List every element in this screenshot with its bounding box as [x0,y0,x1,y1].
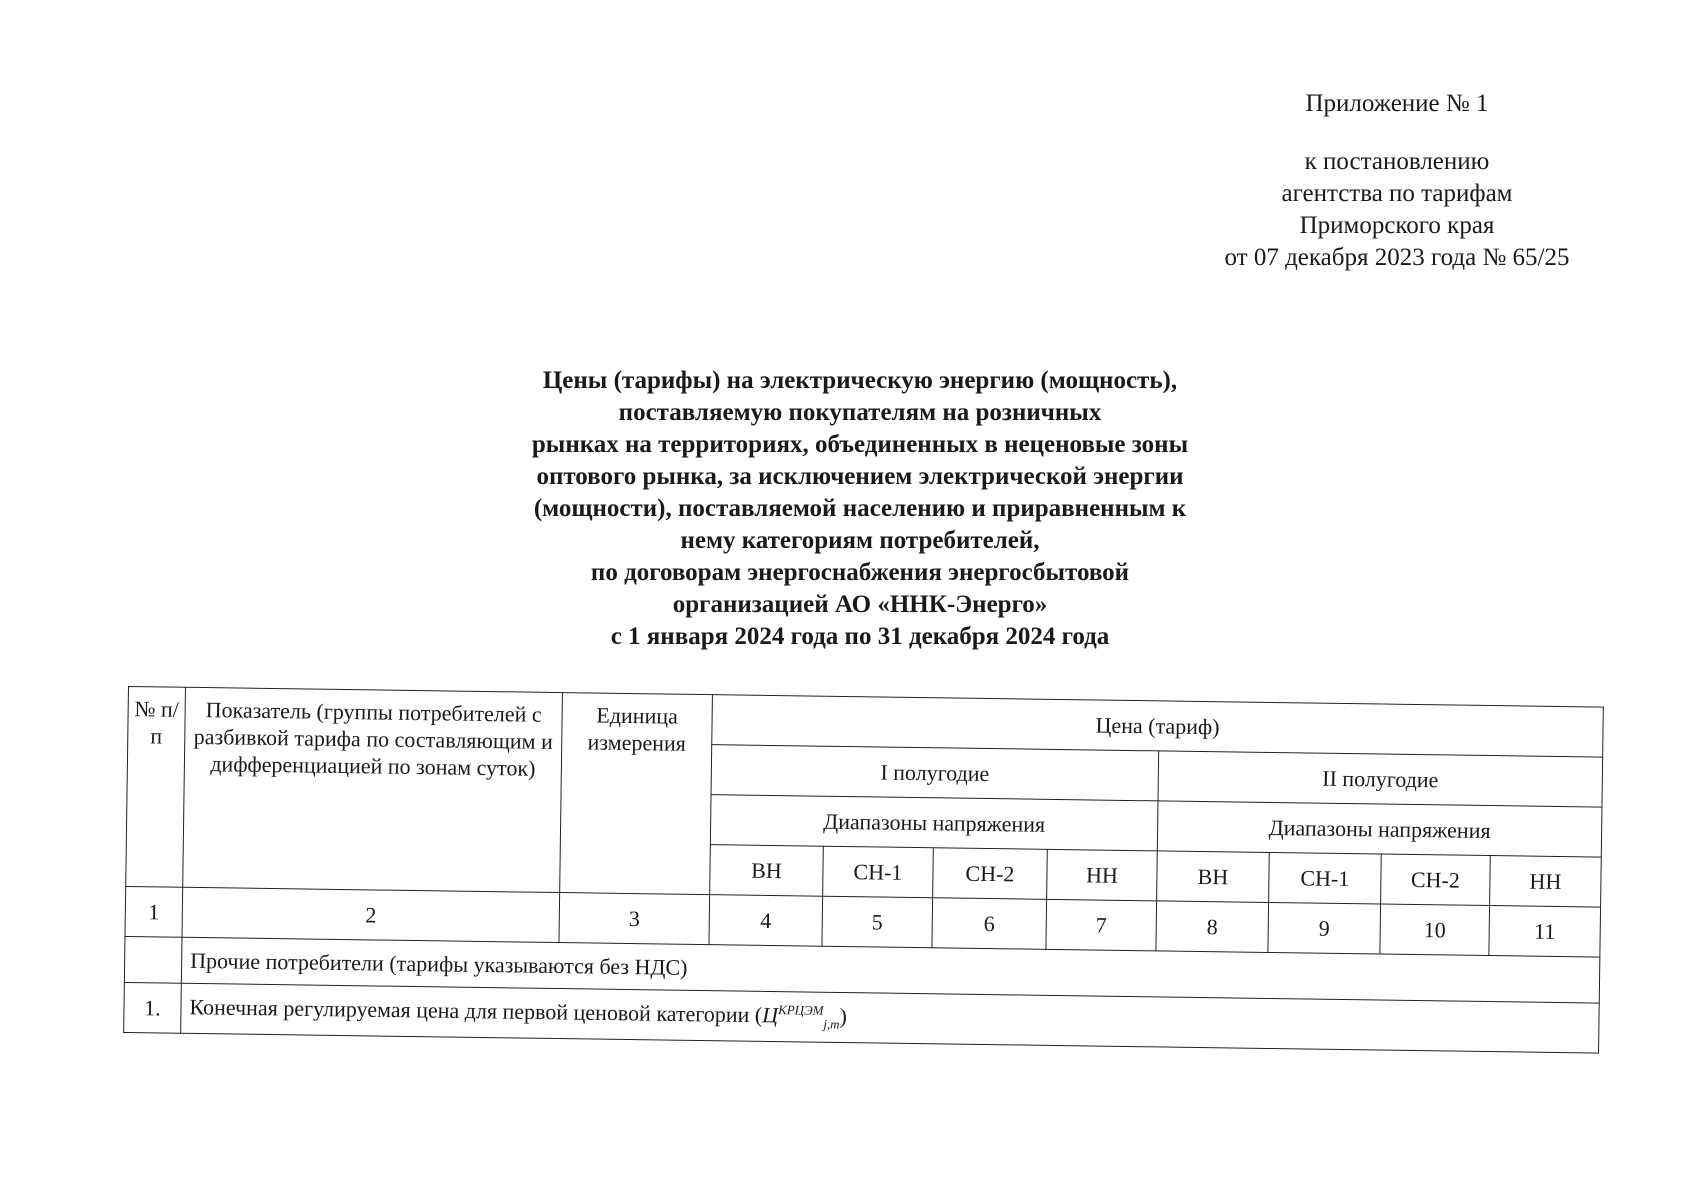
header-unit: Единица измерения [560,693,713,895]
header-voltage: СН-1 [823,846,934,898]
column-number: 3 [559,893,710,945]
header-voltage: НН [1047,849,1158,901]
column-number: 8 [1156,901,1269,953]
header-voltage: НН [1490,856,1602,908]
tariff-table [123,686,1604,1053]
column-number: 2 [182,887,560,942]
title-line: нему категориям потребителей, [680,527,1040,554]
title-line: с 1 января 2024 года по 31 декабря 2024 года [610,623,1110,650]
header-num: № п/п [126,687,186,888]
title-line: (мощности), поставляемой населению и приравненным к [533,495,1187,522]
document-title [470,365,1250,653]
header-voltage: СН-1 [1269,852,1382,904]
appendix-number: Приложение № 1 [1305,90,1489,117]
column-number: 10 [1380,904,1490,956]
header-voltage-ranges-1: Диапазоны напряжения [710,795,1158,851]
title-line: оптового рынка, за исключением электрической энергии [536,463,1184,490]
header-voltage: СН-2 [933,848,1048,900]
title-line: по договорам энергоснабжения энергосбытовой [590,559,1130,586]
price-symbol-subscript: j,m [823,1016,840,1032]
title-line: поставляемую покупателям на розничных [618,399,1102,426]
header-price: Цена (тариф) [712,695,1604,757]
header-half-1: I полугодие [711,745,1159,801]
section-title: Прочие потребители (тарифы указываются без НДС) [181,937,1600,1003]
column-number: 6 [932,898,1047,950]
price-symbol-superscript: КРЦЭМ [778,1002,824,1018]
header-voltage: ВН [1157,851,1270,903]
header-voltage: СН-2 [1381,854,1491,906]
row-indicator-text: Конечная регулируемая цена для первой ценовой категории ( [189,994,763,1028]
row-number: 1. [124,982,182,1033]
appendix-line-1: к постановлению [1304,148,1490,175]
title-line: организацией АО «ННК-Энерго» [672,591,1048,618]
row-indicator-close: ) [839,1003,848,1029]
appendix-line-4: от 07 декабря 2023 года № 65/25 [1224,244,1570,271]
column-number: 9 [1268,902,1381,954]
price-symbol: Ц [762,1002,779,1028]
appendix-line-2: агентства по тарифам [1281,180,1513,207]
header-voltage: ВН [710,845,824,897]
title-line: Цены (тарифы) на электрическую энергию (мощность), [542,367,1178,394]
column-number: 7 [1046,899,1157,951]
column-number: 5 [822,896,933,948]
column-number: 11 [1489,906,1601,958]
title-line: рынках на территориях, объединенных в неценовые зоны [531,431,1189,458]
header-voltage-ranges-2: Диапазоны напряжения [1157,801,1602,857]
appendix-header [1187,88,1607,274]
column-number: 1 [125,886,183,937]
header-half-2: II полугодие [1158,751,1603,807]
header-indicator: Показатель (группы потребителей с разбивкой тарифа по составляющим и дифференциацией по зонам суток) [183,687,563,892]
column-number: 4 [709,895,823,947]
appendix-line-3: Приморского края [1299,212,1495,239]
